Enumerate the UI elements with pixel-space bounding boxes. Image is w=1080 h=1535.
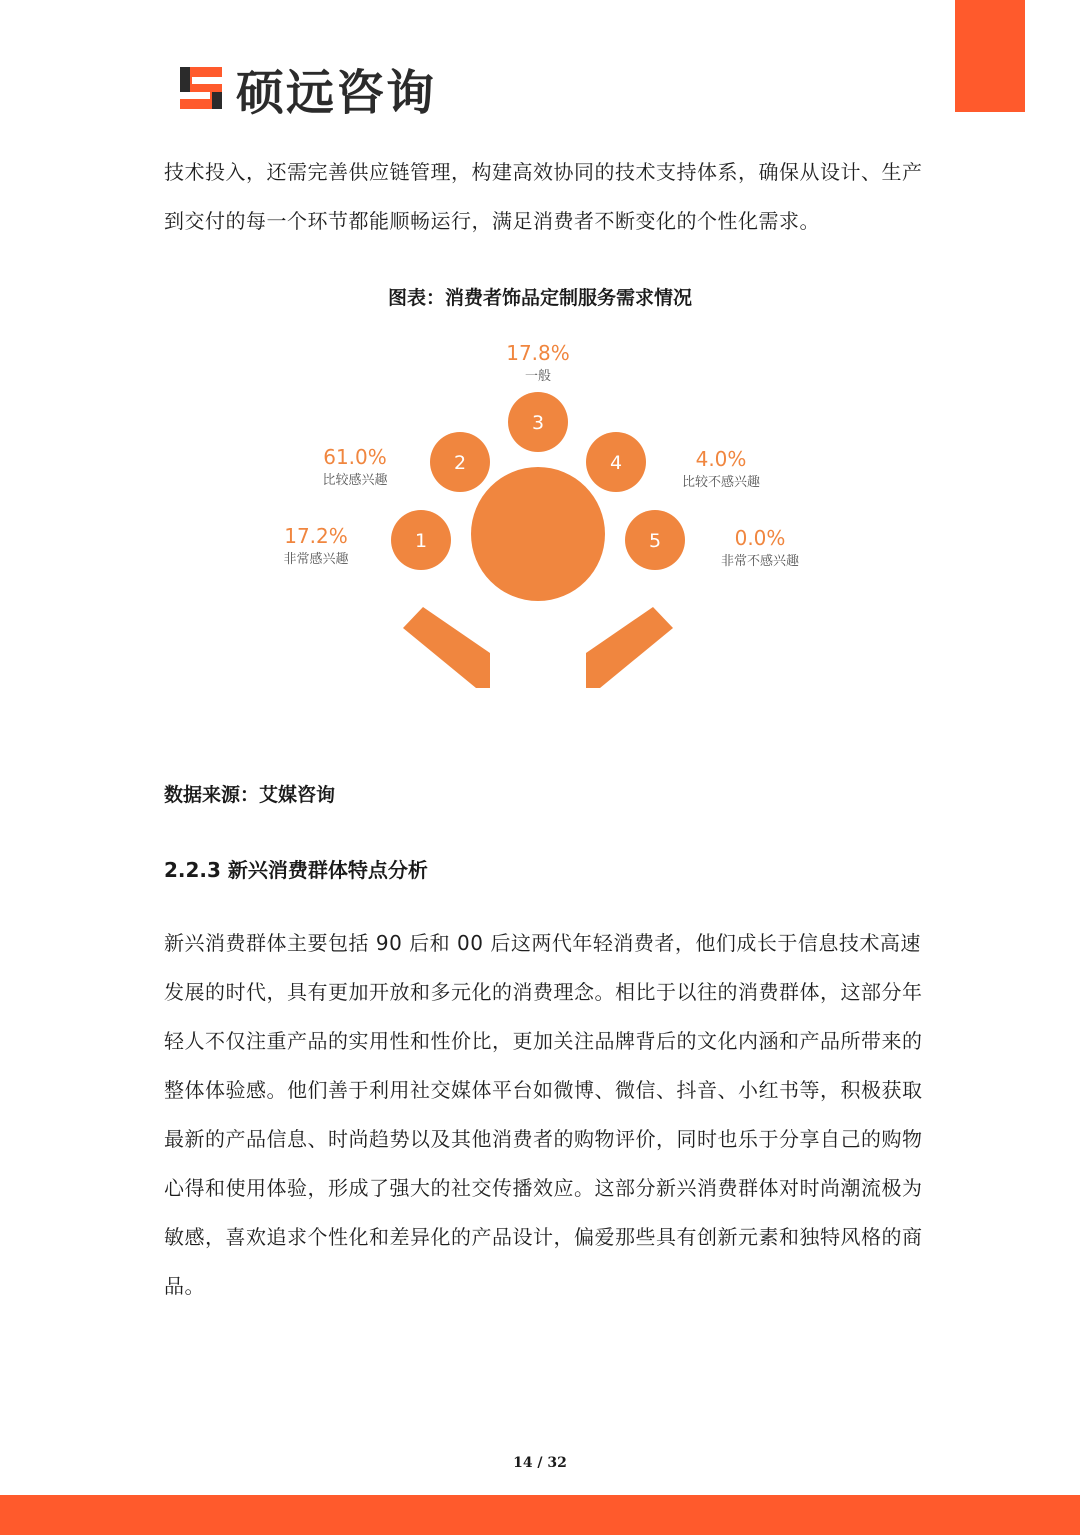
option-percent-2: 61.0% [323, 445, 387, 469]
person-figure [403, 467, 673, 708]
option-percent-1: 17.2% [284, 524, 348, 548]
option-number-2: 2 [453, 452, 467, 474]
option-number-1: 1 [414, 530, 428, 552]
option-label-3: 一般 [524, 369, 552, 384]
option-number-4: 4 [609, 452, 623, 474]
option-number-5: 5 [648, 530, 662, 552]
option-label-5: 非常不感兴趣 [720, 554, 800, 569]
data-source: 数据来源：艾媒咨询 [164, 784, 336, 806]
intro-paragraph: 技术投入，还需完善供应链管理，构建高效协同的技术支持体系，确保从设计、生产到交付的每一个环节都能顺畅运行，满足消费者不断变化的个性化需求。 [164, 160, 923, 233]
chart-title: 图表：消费者饰品定制服务需求情况 [387, 287, 692, 309]
analysis-paragraph: 新兴消费群体主要包括 90 后和 00 后这两代年轻消费者，他们成长于信息技术高速发展的时代，具有更加开放和多元化的消费理念。相比于以往的消费群体，这部分年轻人不仅注重产品的实用性和性价比，更加关注品牌背后的文化内涵和产品所带来的整体体验感。他们善于利用社交媒体平台如微博、微信、抖音、小红书等，积极获取最新的产品信息、时尚趋势以及其他消费者的购物评价，同时也乐于分享自己的购物心得和使用体验，形成了强大的社交传播效应。这部分新兴消费群体对时尚潮流极为敏感，喜欢追求个性化和差异化的产品设计，偏爱那些具有创新元素和独特风格的商品。 [164, 931, 923, 1298]
figure-collar [520, 610, 556, 634]
section-heading: 2.2.3 新兴消费群体特点分析 [164, 858, 428, 882]
option-percent-5: 0.0% [734, 526, 786, 550]
option-label-1: 非常感兴趣 [283, 552, 349, 567]
option-label-2: 比较感兴趣 [322, 473, 388, 488]
option-label-4: 比较不感兴趣 [681, 475, 761, 490]
option-percent-4: 4.0% [695, 447, 747, 471]
page-number: 14 / 32 [513, 1455, 567, 1471]
footer-accent-bar [0, 1495, 1080, 1535]
option-number-3: 3 [531, 412, 545, 434]
brand-name: 硕远咨询 [236, 64, 437, 121]
option-percent-3: 17.8% [506, 341, 570, 365]
figure-head [471, 467, 605, 601]
demand-chart [0, 0, 1080, 760]
